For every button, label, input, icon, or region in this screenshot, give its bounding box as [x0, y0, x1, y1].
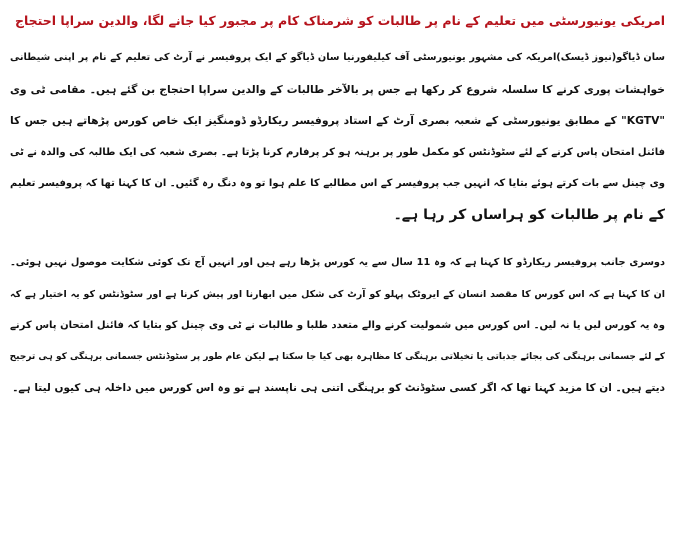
- paragraph-line: وہ یہ کورس لیں یا نہ لیں۔ اس کورس میں شمولیت کرنے والے متعدد طلبا و طالبات نے ٹی وی چینل کو بتایا کہ فائنل امتحان پاس کرنے: [10, 320, 665, 331]
- paragraph-line: "KGTV" کے مطابق یونیورسٹی کے شعبہ بصری آرٹ کے استاد پروفیسر ریکارڈو ڈومنگیز ایک خاص کورس پڑھاتے ہیں جس کا: [10, 114, 665, 127]
- paragraph-line: ان کا کہنا ہے کہ اس کورس کا مقصد انسان کے ایروٹک پہلو کو آرٹ کی شکل میں ابھارنا اور پیش کرنا ہے اور سٹوڈنٹس کو یہ اختیار ہے کہ: [10, 288, 665, 300]
- paragraph-spacer: [10, 231, 665, 247]
- paragraph-line: فائنل امتحان پاس کرنے کے لئے سٹوڈنٹس کو مکمل طور پر برہنہ ہو کر پرفارم کرنا پڑتا ہے۔ بصری شعبہ کی ایک طالبہ کی والدہ نے ٹی: [10, 146, 665, 158]
- paragraph-line: خواہشات پوری کرنے کا سلسلہ شروع کر رکھا ہے جس پر بالآخر طالبات کے والدین سراپا احتجاج بن گئے ہیں۔ مقامی ٹی وی: [10, 82, 665, 96]
- paragraph-line: کے لئے جسمانی برہنگی کی بجائے جذباتی یا تخیلاتی برہنگی کا مظاہرہ بھی کیا جا سکتا ہے لیکن عام طور پر سٹوڈنٹس جسمانی برہنگی کو ہی ترجیح: [10, 351, 665, 362]
- article-headline: امریکی یونیورسٹی میں تعلیم کے نام پر طالبات کو شرمناک کام پر مجبور کیا جانے لگا، والدین سراپا احتجاج: [14, 13, 665, 28]
- article-paragraph-1: [10, 42, 665, 231]
- paragraph-line: سان ڈیاگو(نیوز ڈیسک)امریکہ کی مشہور یونیورسٹی آف کیلیفورنیا سان ڈیاگو کے ایک پروفیسر نے آرٹ کی تعلیم کے نام پر اپنی شیطانی: [10, 52, 665, 63]
- paragraph-line: دوسری جانب پروفیسر ریکارڈو کا کہنا ہے کہ وہ 11 سال سے یہ کورس پڑھا رہے ہیں اور انہیں آج تک کوئی شکایت موصول نہیں ہوئی۔: [10, 257, 665, 268]
- paragraph-line: کے نام پر طالبات کو ہراساں کر رہا ہے۔: [393, 206, 665, 223]
- paragraph-line: وی چینل سے بات کرتے ہوئے بتایا کہ انہیں جب پروفیسر کے اس مطالبے کا علم ہوا تو وہ دنگ رہ گئیں۔ ان کا کہنا تھا کہ پروفیسر تعلیم: [10, 178, 665, 189]
- article-paragraph-2: [10, 247, 665, 405]
- paragraph-line: دیتے ہیں۔ ان کا مزید کہنا تھا کہ اگر کسی سٹوڈنٹ کو برہنگی اتنی ہی ناپسند ہے تو وہ اس کورس میں داخلہ ہی کیوں لیتا ہے۔: [12, 382, 665, 394]
